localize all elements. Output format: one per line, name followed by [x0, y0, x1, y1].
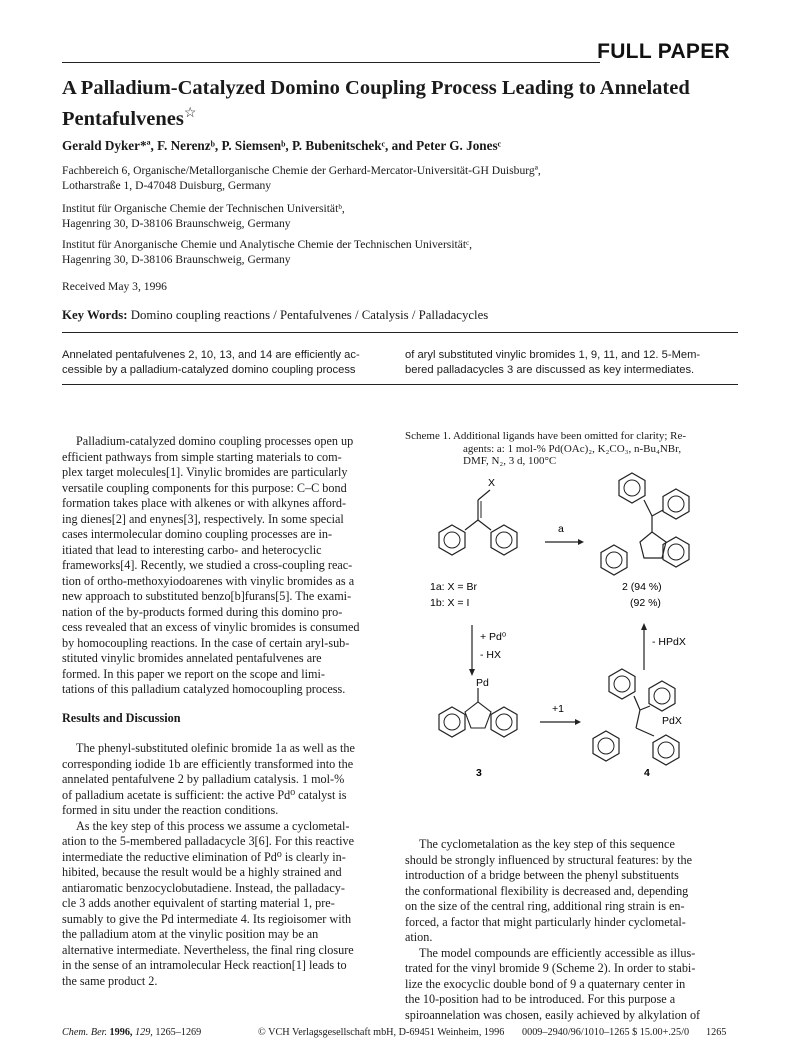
journal-volume: 129,: [135, 1027, 153, 1038]
compound-2-yield-b: (92 %): [630, 597, 661, 609]
abstract-rule: [62, 384, 738, 385]
keywords-list: Domino coupling reactions / Pentafulvenes / Catalysis / Palladacycles: [130, 308, 489, 322]
section-heading: Results and Discussion: [62, 711, 181, 725]
affiliation-3-line-1: Institut für Anorganische Chemie und Analytische Chemie der Technischen Universitätᶜ,: [62, 238, 472, 251]
compound-1a-label: 1a: X = Br: [430, 581, 477, 593]
header-rule: [62, 62, 600, 63]
citation: [62, 1027, 201, 1038]
text-line: As the key step of this process we assume a cyclometal-: [76, 818, 350, 833]
arrow-head: [469, 669, 475, 676]
reaction-scheme: [400, 470, 745, 780]
compound-4-label: 4: [644, 767, 650, 779]
text-line: the palladium atom at the vinylic position may be an: [62, 927, 319, 941]
x-substituent-label: X: [488, 477, 496, 489]
step-down-reagent: + Pd⁰: [480, 631, 507, 643]
scheme-caption-line: DMF, N₂, 3 d, 100°C: [463, 455, 557, 467]
text-line: annelated pentafulvene 2 by palladium catalysis. 1 mol-%: [62, 772, 345, 786]
text-line: by homocoupling reactions. In the case of certain aryl-sub-: [62, 635, 350, 650]
text-line: frameworks[4]. Recently, we studied a cross-coupling reac-: [62, 558, 353, 572]
keywords-label: Key Words:: [62, 308, 128, 322]
arrow-head: [641, 623, 647, 630]
compound-1-structure: [439, 490, 517, 555]
affiliation-2-line-2: Hagenring 30, D-38106 Braunschweig, Germany: [62, 217, 291, 230]
text-line: hibited, because the result would be a highly strained and: [62, 865, 342, 879]
text-line: cess revealed that an excess of vinylic bromides is consumed: [62, 620, 360, 634]
body-right-text: [405, 837, 741, 1023]
abstract-line: Annelated pentafulvenes 2, 10, 13, and 14 are efficiently ac-: [62, 349, 360, 361]
text-line: formation takes place with alkenes or with alkynes afford-: [62, 496, 347, 510]
text-line: The model compounds are efficiently accessible as illus-: [419, 945, 696, 960]
article-title: [62, 76, 742, 132]
text-line: The cyclometalation as the key step of this sequence: [419, 837, 675, 851]
text-line: in the sense of an intramolecular Heck reaction[1] leads to: [62, 958, 347, 972]
text-line: efficient pathways from simple starting materials to com-: [62, 449, 342, 464]
text-line: formed. In this paper we report on the scope and limi-: [62, 666, 325, 681]
compound-2-structure: [601, 473, 689, 575]
text-line: sumably to give the Pd intermediate 4. Its regioisomer with: [62, 911, 352, 926]
abstract-line: of aryl substituted vinylic bromides 1, 9, 11, and 12. 5-Mem-: [405, 349, 701, 361]
text-line: ing dienes[2] and enynes[3], respectively. In some special: [62, 511, 344, 526]
text-line: trated for the vinyl bromide 9 (Scheme 2). In order to stabi-: [405, 961, 696, 975]
text-line: on the size of the central ring, additional ring strain is en-: [405, 899, 685, 913]
text-line: cle 3 adds another equivalent of starting material 1, pre-: [62, 896, 335, 910]
text-line: intermediate the reductive elimination of Pd⁰ is clearly in-: [62, 849, 346, 864]
section-label: FULL PAPER: [597, 40, 730, 63]
affiliation-1: [62, 163, 742, 193]
step-up-byproduct: - HPdX: [652, 636, 686, 648]
affiliation-2-line-1: Institut für Organische Chemie der Technischen Universitätᵇ,: [62, 202, 345, 215]
text-line: antiaromatic benzocyclobutadiene. Instead, the palladacy-: [62, 880, 345, 895]
article-code: 0009–2940/96/1010–1265 $ 15.00+.25/0: [522, 1027, 690, 1038]
abstract-right: [405, 348, 743, 377]
compound-3-label: 3: [476, 767, 482, 779]
body-left-results: [62, 741, 388, 989]
keywords-rule: [62, 332, 738, 333]
text-line: the 10-position had to be introduced. For this purpose a: [405, 992, 676, 1006]
keywords: [62, 308, 742, 323]
abstract-line: cessible by a palladium-catalyzed domino coupling process: [62, 363, 356, 376]
text-line: the same product 2.: [62, 973, 158, 988]
journal-name: Chem. Ber.: [62, 1027, 107, 1038]
affiliation-1-line-2: Lotharstraße 1, D-47048 Duisburg, Germany: [62, 179, 272, 192]
author-list: Gerald Dyker*ª, F. Nerenzᵇ, P. Siemsenᵇ, P. Bubenitschekᶜ, and Peter G. Jonesᶜ: [62, 138, 502, 153]
page-range: 1265–1269: [155, 1027, 202, 1038]
affiliation-2: [62, 201, 742, 231]
text-line: ation to the 5-membered palladacycle 3[6]. For this reactive: [62, 834, 355, 848]
text-line: The phenyl-substituted olefinic bromide 1a as well as the: [76, 741, 355, 755]
pd-label: Pd: [476, 677, 489, 689]
scheme-caption-line: Scheme 1. Additional ligands have been omitted for clarity; Re-: [405, 430, 687, 442]
text-line: of palladium acetate is sufficient: the active Pd⁰ catalyst is: [62, 787, 347, 802]
text-line: spiroannelation was chosen, easily achieved by alkylation of: [405, 1007, 701, 1022]
text-line: nation of the by-products formed during this domino pro-: [62, 604, 343, 619]
text-line: should be strongly influenced by structural features: by the: [405, 852, 693, 867]
page-number: 1265: [706, 1027, 727, 1038]
title-line-1: A Palladium-Catalyzed Domino Coupling Process Leading to Annelated: [62, 77, 690, 99]
text-line: stituted vinylic bromides annelated pentafulvenes are: [62, 651, 322, 665]
arrow-head: [578, 539, 584, 545]
text-line: lize the exocyclic double bond of 9 a quaternary center in: [405, 976, 686, 991]
text-line: Palladium-catalyzed domino coupling processes open up: [76, 434, 354, 448]
arrow-plus1-label: +1: [552, 703, 564, 715]
received-date: Received May 3, 1996: [62, 280, 167, 293]
text-line: tion of ortho-methoxyiodoarenes with vinylic bromides as a: [62, 573, 355, 588]
compound-1b-label: 1b: X = I: [430, 597, 470, 609]
scheme-caption-line: agents: a: 1 mol-% Pd(OAc)₂, K₂CO₃, n-Bu₄NBr,: [463, 442, 682, 455]
journal-year: 1996,: [109, 1027, 133, 1038]
scheme-caption: [405, 430, 743, 468]
abstract-left: [62, 348, 392, 377]
compound-3-structure: [439, 688, 517, 737]
arrow-head: [575, 719, 581, 725]
step-down-byproduct: - HX: [480, 649, 501, 661]
text-line: new approach to substituted benzo[b]furans[5]. The exami-: [62, 589, 352, 603]
affiliation-3: [62, 237, 742, 267]
affiliation-1-line-1: Fachbereich 6, Organische/Metallorganische Chemie der Gerhard-Mercator-Universität-GH Duisburgª,: [62, 164, 541, 177]
text-line: introduction of a bridge between the phenyl substituents: [405, 868, 679, 882]
text-line: corresponding iodide 1b are efficiently transformed into the: [62, 756, 354, 771]
abstract-line: bered palladacycles 3 are discussed as key intermediates.: [405, 363, 695, 376]
text-line: versatile coupling components for this purpose: C–C bond: [62, 480, 347, 495]
affiliation-3-line-2: Hagenring 30, D-38106 Braunschweig, Germany: [62, 253, 291, 266]
text-line: itiated that lead to interesting carbo- and heterocyclic: [62, 542, 322, 557]
body-left-intro: [62, 434, 388, 698]
compound-2-yield: 2 (94 %): [622, 581, 662, 593]
title-footnote-mark: ☆: [183, 106, 197, 121]
arrow-a-label: a: [558, 523, 564, 535]
text-line: the conformational flexibility is decreased and, depending: [405, 883, 689, 898]
text-line: formed in situ under the reaction conditions.: [62, 803, 279, 817]
text-line: forced, a factor that might particularly hinder cyclometal-: [405, 914, 686, 929]
publisher-notice: © VCH Verlagsgesellschaft mbH, D-69451 Weinheim, 1996: [258, 1027, 505, 1038]
text-line: alternative intermediate. Nevertheless, the final ring closure: [62, 942, 354, 957]
text-line: ation.: [405, 930, 433, 944]
pdx-label: PdX: [662, 715, 682, 727]
text-line: plex target molecules[1]. Vinylic bromides are particularly: [62, 465, 348, 479]
text-line: tations of this palladium catalyzed homocoupling process.: [62, 682, 346, 696]
title-line-2: Pentafulvenes: [62, 107, 184, 130]
text-line: cases intermolecular domino coupling processes are in-: [62, 527, 333, 541]
